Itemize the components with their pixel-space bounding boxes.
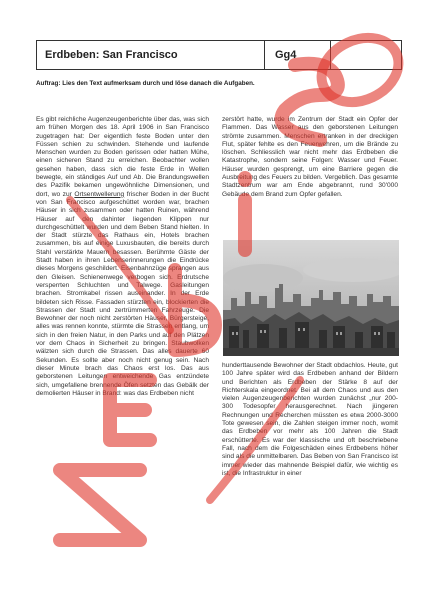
article-text-part2: frischer Boden in der Bucht von San Francisco aufgeschüttet worden war, brachen Häuser in sich zusammen oder hatten Ruinen, während Häuser auf den dahinter liegenden Klippen nur durchgeschüttelt wurden und dem Beben Stand hielten. In der Stadt stürzte das Rathaus ein, Hotels brachen zusammen, bis auf einige Luxusbauten, die bereits durch Stahl verstärkte Mauern besassen. Berühmte Gäste der Stadt haben in ihren Lebenserinnerungen die Eindrücke dieses Morgens geschildert. Eisenbahnzüge sprangen aus den Gleisen. Schienenwege verbogen sich. Erdrutsche versperrten Schluchten und Talwege. Gasleitungen brachen. Stromkabel rissen auseinander. In der Erde bildeten sich Risse. Fassaden stürzten ein, blockierten die Strassen der Stadt und zertrümmerten Fahrzeuge. Die Bewohner der noch nicht zerstörten Häuser, Bürgersteige, alles was rennen konnte, stürmte die Strassen entlang, um sich in den freien Natur, in den Parks und auf den Plätzen vor dem Chaos in Sicherheit zu bringen. Staubwolken wälzten sich durch die Strassen. Das alles dauerte 60 Sekunden. Es sollte aber noch nicht genug sein. Nach dieser Minute brach das Chaos erst los. Das aus geborstenen Leitungen entweichende Gas entzündete sich, umgefallene brennende Öfen setzten das Gebälk der demolierten Häuser in Brand: was das Erdbeben nicht xyxy=(36,190,209,397)
article-conclusion: hunderttausende Bewohner der Stadt obdachlos. Heute, gut 100 Jahre später wird das Erdbeben anhand der Bildern und Berichten als Erdbeben der Stärke 8 auf der Richterskala eingeordnet. Bei all dem Chaos und aus den vielen Augenzeugenberichten wurden zunächst „nur 200-300 Todesopfer herausgerechnet. Nach jüngeren Rechnungen und Recherchen müssten es etwa 2000-3000 Tote gewesen sein, die Zahlen steigen immer noch, womit das Erdbeben vor mehr als 100 Jahren die Stadt erschütterte. Es war der klassische und oft beschriebene Fall, nach dem die Folgeschäden eines Erdbebens höher sind als die unmittelbaren. Das Beben von San Francisco ist immer wieder das mahnende Beispiel dafür, wie wichtig es ist, die Infrastruktur in einer xyxy=(222,362,398,477)
article-continuation: zerstört hatte, wurde im Zentrum der Stadt ein Opfer der Flammen. Das Wasser aus den geborstenen Leitungen strömte zusammen. Menschen ertranken in der dreckigen Flut, später fehlte es den Feuerwehren, um die Brände zu löschen. Schliesslich war nicht mehr das Erdbeben die Katastrophe, sondern seine Folgen: Wasser und Feuer. Häuser wurden gesprengt, um eine Barriere gegen die Ausbreitung des Feuers zu bilden. Vergeblich. Das gesamte Stadtzentrum war am Ende abgebrannt, rund 30'000 Gebäude dem Brand zum Opfer gefallen. xyxy=(222,116,398,198)
photo-ruins-image xyxy=(223,240,399,356)
earthquake-photo xyxy=(223,240,399,356)
header-empty-cell xyxy=(331,41,401,69)
text-column-left xyxy=(36,116,209,584)
worksheet-title: Erdbeben: San Francisco xyxy=(37,41,265,69)
worksheet-code: Gg4 xyxy=(265,41,331,69)
text-column-right-bottom xyxy=(222,362,398,584)
text-column-right-top xyxy=(222,116,398,234)
article-paragraph xyxy=(36,116,209,398)
header-table xyxy=(36,40,402,70)
underlined-term: Ortsentwellerung xyxy=(74,190,125,198)
article-text-part1: Es gibt reichliche Augenzeugenberichte über das, was sich am frühen Morgen des 18. April 1906 in San Francisco zugetragen hat: Der eigentlich feste Boden unter den Füssen schien zu schwinden. Stehende und laufende Menschen wurden zu Boden gerissen oder hatten Mühe, einen sicheren Stand zu erreichen. Beobachter wollen gesehen haben, dass sich die feste Erde in Wellen bewegte, ein ständiges Auf und Ab. Die Brandungswellen des Pazifik bekamen ungewöhnliche Dimensionen, und dort, wo zur xyxy=(36,116,209,198)
instruction-text: Auftrag: Lies den Text aufmerksam durch und löse danach die Aufgaben. xyxy=(36,80,255,87)
